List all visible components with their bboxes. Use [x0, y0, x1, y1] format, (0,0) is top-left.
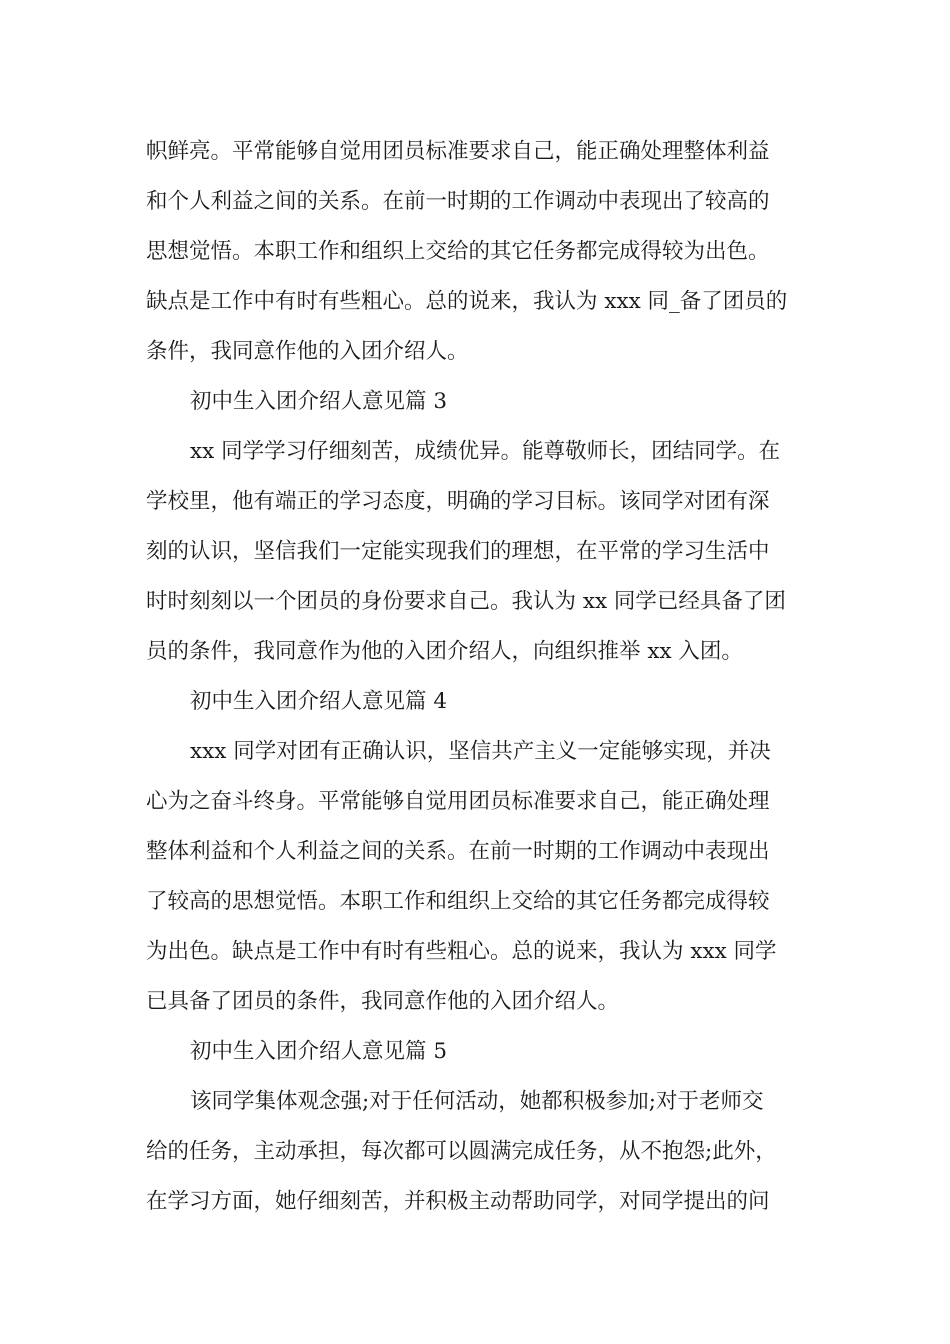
text-line: 条件，我同意作他的入团介绍人。	[146, 339, 469, 364]
section-heading: 初中生入团介绍人意见篇 3	[190, 389, 448, 414]
paragraph-first-line: xx 同学学习仔细刻苦，成绩优异。能尊敬师长，团结同学。在	[190, 439, 781, 464]
text-line: 心为之奋斗终身。平常能够自觉用团员标准要求自己，能正确处理	[146, 789, 770, 814]
text-line: 为出色。缺点是工作中有时有些粗心。总的说来，我认为 xxx 同学	[146, 939, 777, 964]
text-line: 刻的认识，坚信我们一定能实现我们的理想，在平常的学习生活中	[146, 539, 770, 564]
text-line: 思想觉悟。本职工作和组织上交给的其它任务都完成得较为出色。	[146, 239, 770, 264]
text-line: 在学习方面，她仔细刻苦，并积极主动帮助同学，对同学提出的问	[146, 1189, 770, 1214]
text-line: 整体利益和个人利益之间的关系。在前一时期的工作调动中表现出	[146, 839, 770, 864]
text-line: 和个人利益之间的关系。在前一时期的工作调动中表现出了较高的	[146, 189, 770, 214]
text-line: 员的条件，我同意作为他的入团介绍人，向组织推举 xx 入团。	[146, 639, 743, 664]
text-line: 已具备了团员的条件，我同意作他的入团介绍人。	[146, 989, 620, 1014]
text-line: 时时刻刻以一个团员的身份要求自己。我认为 xx 同学已经具备了团	[146, 589, 786, 614]
paragraph-first-line: 该同学集体观念强;对于任何活动，她都积极参加;对于老师交	[190, 1089, 764, 1114]
section-heading: 初中生入团介绍人意见篇 4	[190, 689, 448, 714]
text-line: 了较高的思想觉悟。本职工作和组织上交给的其它任务都完成得较	[146, 889, 770, 914]
text-line: 缺点是工作中有时有些粗心。总的说来，我认为 xxx 同_备了团员的	[146, 289, 788, 314]
section-heading: 初中生入团介绍人意见篇 5	[190, 1039, 448, 1064]
text-line: 给的任务，主动承担，每次都可以圆满完成任务，从不抱怨;此外，	[146, 1139, 777, 1164]
text-line: 帜鲜亮。平常能够自觉用团员标准要求自己，能正确处理整体利益	[146, 139, 770, 164]
paragraph-first-line: xxx 同学对团有正确认识，坚信共产主义一定能够实现，并决	[190, 739, 771, 764]
text-line: 学校里，他有端正的学习态度，明确的学习目标。该同学对团有深	[146, 489, 770, 514]
